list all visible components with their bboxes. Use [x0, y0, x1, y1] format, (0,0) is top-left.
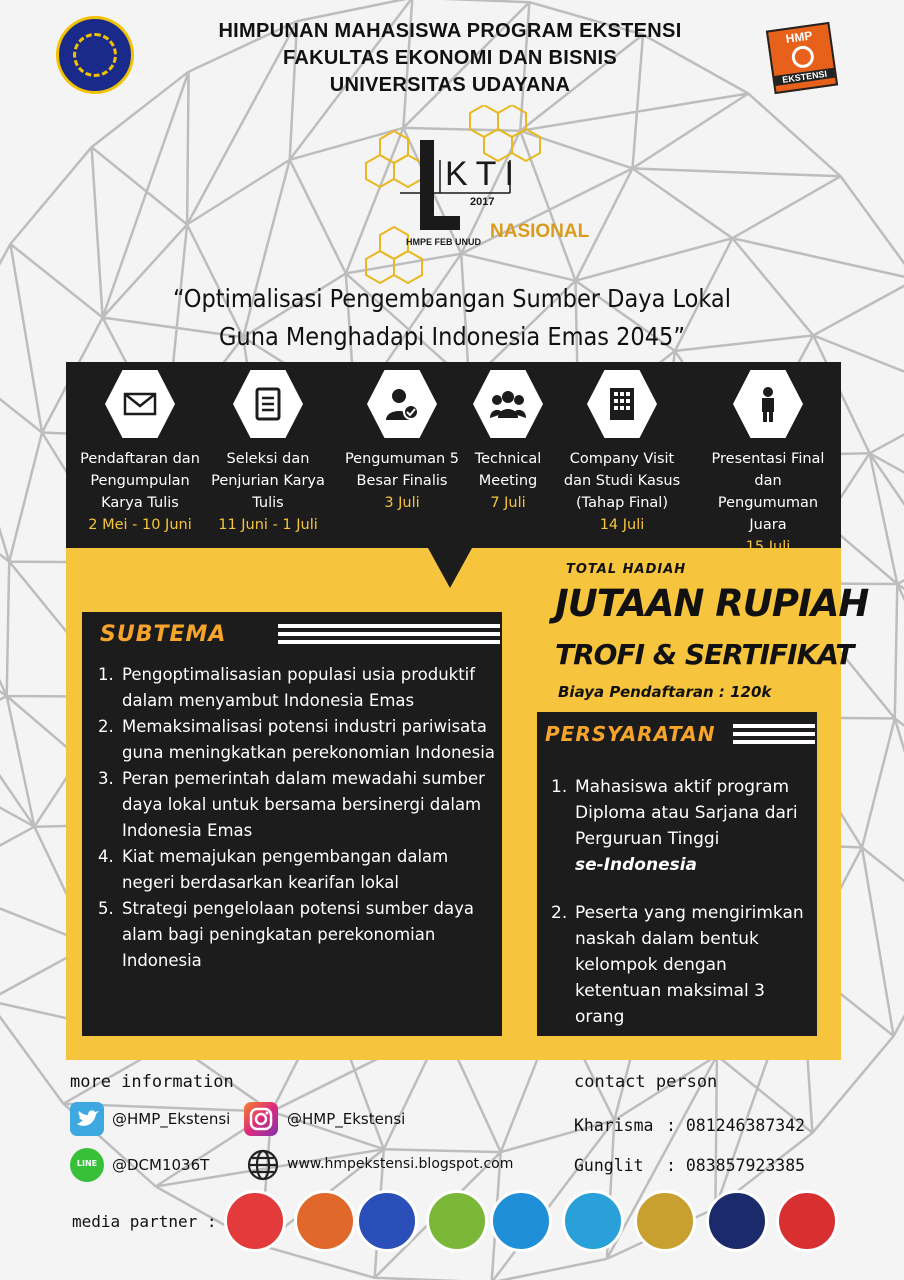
- media-partner-logo: [706, 1190, 768, 1252]
- twitter-icon[interactable]: [70, 1102, 104, 1136]
- instagram-icon[interactable]: [244, 1102, 278, 1136]
- timeline-label: Technical Meeting: [474, 451, 542, 489]
- timeline-pointer: [428, 548, 472, 588]
- subtema-item: 4. Kiat memajukan pengembangan dalam negeri berdasarkan kearifan lokal: [98, 847, 449, 892]
- timeline-date: 7 Juli: [490, 495, 526, 511]
- subtema-item: 5. Strategi pengelolaan potensi sumber daya alam bagi peningkatan perekonomian Indonesia: [98, 899, 474, 970]
- persyaratan-stripes: [733, 724, 815, 746]
- line-icon[interactable]: LINE: [70, 1148, 104, 1182]
- persyaratan-box: [537, 712, 817, 1036]
- contact-phone[interactable]: : 081246387342: [666, 1116, 806, 1135]
- persyaratan-list: [551, 774, 815, 1030]
- persyaratan-title: PERSYARATAN: [545, 722, 716, 746]
- timeline-label: Presentasi Final dan Pengumuman Juara: [711, 451, 825, 533]
- contact-name: Kharisma: [574, 1116, 654, 1135]
- timeline-hex: [587, 370, 657, 438]
- subtema-item: 1. Pengoptimalisasian populasi usia produktif dalam menyambut Indonesia Emas: [98, 665, 476, 710]
- contact-phone[interactable]: : 083857923385: [666, 1156, 806, 1175]
- media-partner-logo: [776, 1190, 838, 1252]
- media-partner-label: media partner :: [72, 1212, 217, 1231]
- subtema-box: [82, 612, 502, 1036]
- header-line-1: HIMPUNAN MAHASISWA PROGRAM EKSTENSI: [218, 20, 682, 42]
- timeline-step: [78, 366, 202, 536]
- envelope-icon: [122, 386, 158, 422]
- timeline-hex: [473, 370, 543, 438]
- subtema-item: 2. Memaksimalisasi potensi industri pariwisata guna meningkatkan perekonomian Indonesia: [98, 717, 495, 762]
- media-partner-logo: [426, 1190, 488, 1252]
- subtema-item: 3. Peran pemerintah dalam mewadahi sumber daya lokal untuk bersama bersinergi dalam Indonesia Emas: [98, 769, 485, 840]
- theme-line-1: “Optimalisasi Pengembangan Sumber Daya Lokal: [173, 284, 731, 313]
- persyaratan-item: 1. Mahasiswa aktif program Diploma atau Sarjana dari Perguruan Tinggi se-Indonesia: [551, 777, 798, 875]
- timeline-hex: [367, 370, 437, 438]
- timeline-step: [560, 366, 684, 536]
- registration-fee: Biaya Pendaftaran : 120k: [558, 683, 772, 701]
- user-check-icon: [384, 386, 420, 422]
- header-line-3: UNIVERSITAS UDAYANA: [329, 74, 571, 96]
- globe-icon: [246, 1148, 280, 1182]
- timeline-step: [206, 366, 330, 536]
- line-handle[interactable]: @DCM1036T: [112, 1156, 210, 1174]
- theme-line-2: Guna Menghadapi Indonesia Emas 2045”: [219, 322, 685, 351]
- document-icon: [250, 386, 286, 422]
- lkti-logo: [360, 105, 590, 285]
- timeline-date: 2 Mei - 10 Juni: [88, 517, 192, 533]
- timeline-date: 3 Juli: [384, 495, 420, 511]
- prize-extra: TROFI & SERTIFIKAT: [555, 638, 854, 671]
- building-icon: [604, 386, 640, 422]
- header-line-2: FAKULTAS EKONOMI DAN BISNIS: [282, 47, 618, 69]
- persyaratan-item: 2. Peserta yang mengirimkan naskah dalam bentuk kelompok dengan ketentuan maksimal 3 orang: [551, 903, 804, 1027]
- media-partner-logo: [224, 1190, 286, 1252]
- media-partner-logo: [356, 1190, 418, 1252]
- subtema-stripes: [278, 624, 500, 646]
- media-partner-logo: [490, 1190, 552, 1252]
- contact-person-label: contact person: [574, 1072, 718, 1092]
- instagram-handle[interactable]: @HMP_Ekstensi: [287, 1110, 406, 1128]
- timeline-label: Pendaftaran dan Pengumpulan Karya Tulis: [80, 451, 200, 511]
- timeline-date: 15 Juli: [745, 539, 791, 555]
- media-partner-logo: [562, 1190, 624, 1252]
- timeline-label: Seleksi dan Penjurian Karya Tulis: [211, 451, 325, 511]
- lkti-letters: KTI: [445, 155, 522, 193]
- contact-name: Gunglit: [574, 1156, 644, 1175]
- subtema-title: SUBTEMA: [100, 622, 227, 647]
- udayana-logo: [56, 16, 134, 94]
- lkti-year: 2017: [470, 196, 495, 208]
- media-partner-logo: [294, 1190, 356, 1252]
- media-partner-logo: [634, 1190, 696, 1252]
- lkti-scope: NASIONAL: [490, 221, 590, 242]
- timeline-label: Pengumuman 5 Besar Finalis: [344, 451, 460, 489]
- timeline-hex: [733, 370, 803, 438]
- timeline-label: Company Visit dan Studi Kasus (Tahap Final): [563, 451, 681, 511]
- timeline-step: [706, 366, 830, 558]
- blog-link[interactable]: www.hmpekstensi.blogspot.com: [287, 1156, 514, 1172]
- group-icon: [490, 386, 526, 422]
- presenter-icon: [750, 386, 786, 422]
- timeline-date: 14 Juli: [599, 517, 645, 533]
- timeline-hex: [105, 370, 175, 438]
- prize-label: TOTAL HADIAH: [566, 562, 687, 577]
- timeline-date: 11 Juni - 1 Juli: [218, 517, 318, 533]
- lkti-org: HMPE FEB UNUD: [406, 237, 482, 247]
- timeline-hex: [233, 370, 303, 438]
- twitter-handle[interactable]: @HMP_Ekstensi: [112, 1110, 231, 1128]
- prize-main: JUTAAN RUPIAH: [555, 582, 869, 625]
- timeline-step: [446, 366, 570, 514]
- subtema-list: [98, 662, 498, 974]
- hmp-ekstensi-logo: HMP EKSTENSI: [766, 22, 838, 94]
- more-information-label: more information: [70, 1072, 234, 1092]
